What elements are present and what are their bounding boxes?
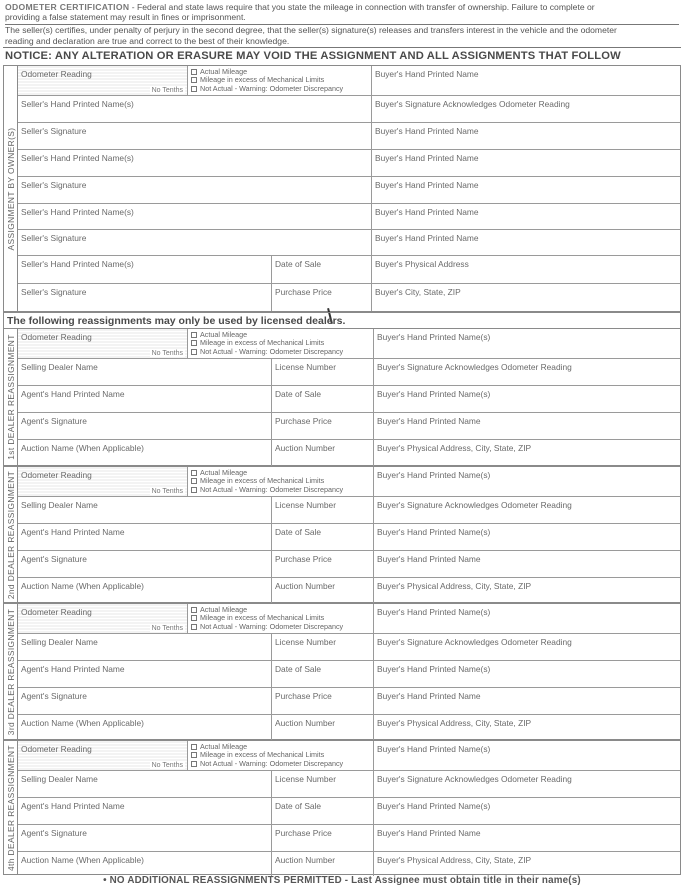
license-number-field[interactable]: License Number	[272, 359, 374, 386]
auction-number-field[interactable]: Auction Number	[272, 715, 374, 741]
agent-name-field[interactable]: Agent's Hand Printed Name	[18, 661, 272, 688]
buyer-name-field[interactable]: Buyer's Hand Printed Name	[372, 177, 680, 204]
agent-name-field[interactable]: Agent's Hand Printed Name	[18, 524, 272, 551]
dealer-banner-row	[3, 312, 681, 328]
not-actual-checkbox[interactable]	[191, 86, 197, 92]
buyer-signature-field[interactable]: Buyer's Signature Acknowledges Odometer Reading	[374, 497, 680, 524]
certification-text	[3, 2, 681, 46]
buyer-names-field[interactable]: Buyer's Hand Printed Name(s)	[374, 329, 680, 359]
selling-dealer-field[interactable]: Selling Dealer Name	[18, 497, 272, 524]
excess-mileage-checkbox[interactable]	[191, 615, 197, 621]
date-of-sale-field[interactable]: Date of Sale	[272, 386, 374, 413]
no-tenths-label: No Tenths	[151, 488, 183, 495]
excess-mileage-checkbox[interactable]	[191, 478, 197, 484]
odometer-reading-field[interactable]: Odometer Reading No Tenths	[18, 467, 188, 497]
license-number-field[interactable]: License Number	[272, 634, 374, 661]
agent-signature-field[interactable]: Agent's Signature	[18, 551, 272, 578]
dealer-side-label: 2nd DEALER REASSIGNMENT	[4, 467, 18, 602]
footer-notice: • NO ADDITIONAL REASSIGNMENTS PERMITTED - Last Assignee must obtain title in their name(s)	[103, 875, 581, 886]
auction-name-field[interactable]: Auction Name (When Applicable)	[18, 578, 272, 604]
odometer-options: Actual Mileage Mileage in excess of Mechanical Limits Not Actual - Warning: Odometer Discrepancy	[188, 604, 374, 634]
odometer-reading-field[interactable]: Odometer Reading No Tenths	[18, 329, 188, 359]
agent-signature-field[interactable]: Agent's Signature	[18, 825, 272, 852]
date-of-sale-field[interactable]: Date of Sale	[272, 256, 372, 284]
odometer-options: Actual Mileage Mileage in excess of Mechanical Limits Not Actual - Warning: Odometer Discrepancy	[188, 741, 374, 771]
seller-signature-field[interactable]: Seller's Signature	[18, 123, 372, 150]
purchase-price-field[interactable]: Purchase Price	[272, 825, 374, 852]
dealer-side-label: 3rd DEALER REASSIGNMENT	[4, 604, 18, 739]
agent-name-field[interactable]: Agent's Hand Printed Name	[18, 798, 272, 825]
dealer-reassignment-3	[3, 603, 681, 740]
seller-signature-field[interactable]: Seller's Signature	[18, 230, 372, 256]
not-actual-checkbox[interactable]	[191, 349, 197, 355]
license-number-field[interactable]: License Number	[272, 497, 374, 524]
date-of-sale-field[interactable]: Date of Sale	[272, 524, 374, 551]
certification-line-3: The seller(s) certifies, under penalty of perjury in the second degree, that the seller(s) signature(s) releases and transfers interest in the vehicle and the odometer	[5, 25, 617, 36]
seller-signature-field[interactable]: Seller's Signature	[18, 284, 272, 311]
selling-dealer-field[interactable]: Selling Dealer Name	[18, 771, 272, 798]
buyer-name-field[interactable]: Buyer's Hand Printed Name	[374, 551, 680, 578]
buyer-names-field[interactable]: Buyer's Hand Printed Name(s)	[374, 798, 680, 825]
buyer-address-field[interactable]: Buyer's Physical Address, City, State, ZIP	[377, 855, 532, 865]
date-of-sale-field[interactable]: Date of Sale	[272, 661, 374, 688]
notice-banner: NOTICE: ANY ALTERATION OR ERASURE MAY VOID THE ASSIGNMENT AND ALL ASSIGNMENTS THAT FOLLOW	[5, 49, 621, 62]
dealer-side-label: 4th DEALER REASSIGNMENT	[4, 741, 18, 874]
not-actual-checkbox[interactable]	[191, 624, 197, 630]
actual-mileage-checkbox[interactable]	[191, 744, 197, 750]
auction-number-field[interactable]: Auction Number	[272, 440, 374, 467]
odometer-reading-field[interactable]: Odometer Reading No Tenths	[18, 741, 188, 771]
buyer-names-field[interactable]: Buyer's Hand Printed Name(s)	[374, 524, 680, 551]
buyer-name-field[interactable]: Buyer's Hand Printed Name	[372, 150, 680, 177]
actual-mileage-checkbox[interactable]	[191, 69, 197, 75]
buyer-signature-field[interactable]: Buyer's Signature Acknowledges Odometer Reading	[374, 771, 680, 798]
auction-name-field[interactable]: Auction Name (When Applicable)	[18, 852, 272, 876]
buyer-address-field[interactable]: Buyer's Physical Address, City, State, ZIP	[377, 718, 532, 728]
dealer-banner: The following reassignments may only be used by licensed dealers.	[7, 315, 346, 327]
purchase-price-field[interactable]: Purchase Price	[272, 688, 374, 715]
buyer-signature-field[interactable]: Buyer's Signature Acknowledges Odometer Reading	[374, 359, 680, 386]
owner-assignment-section	[3, 65, 681, 312]
buyer-signature-field[interactable]: Buyer's Signature Acknowledges Odometer Reading	[372, 96, 680, 123]
license-number-field[interactable]: License Number	[272, 771, 374, 798]
excess-mileage-checkbox[interactable]	[191, 340, 197, 346]
odometer-options: Actual Mileage Mileage in excess of Mechanical Limits Not Actual - Warning: Odometer Discrepancy	[188, 467, 374, 497]
dealer-reassignment-2	[3, 466, 681, 603]
buyer-names-field[interactable]: Buyer's Hand Printed Name(s)	[374, 467, 680, 497]
buyer-name-field[interactable]: Buyer's Hand Printed Name	[372, 204, 680, 230]
not-actual-checkbox[interactable]	[191, 487, 197, 493]
seller-name-field[interactable]: Seller's Hand Printed Name(s)	[18, 256, 272, 284]
purchase-price-field[interactable]: Purchase Price	[272, 551, 374, 578]
buyer-address-field[interactable]: Buyer's Physical Address	[372, 256, 680, 284]
buyer-address-field[interactable]: Buyer's Physical Address, City, State, ZIP	[377, 581, 532, 591]
buyer-name-field[interactable]: Buyer's Hand Printed Name	[374, 413, 680, 440]
certification-line-1: - Federal and state laws require that you state the mileage in connection with transfer of ownership. Failure to complete or	[131, 2, 595, 12]
no-tenths-label: No Tenths	[151, 762, 183, 769]
seller-name-field[interactable]: Seller's Hand Printed Name(s)	[18, 96, 372, 123]
not-actual-checkbox[interactable]	[191, 761, 197, 767]
actual-mileage-checkbox[interactable]	[191, 332, 197, 338]
excess-mileage-checkbox[interactable]	[191, 77, 197, 83]
odometer-reading-field[interactable]: Odometer Reading No Tenths	[18, 604, 188, 634]
buyer-name-field[interactable]: Buyer's Hand Printed Name	[374, 688, 680, 715]
agent-signature-field[interactable]: Agent's Signature	[18, 688, 272, 715]
no-tenths-label: No Tenths	[151, 350, 183, 357]
selling-dealer-field[interactable]: Selling Dealer Name	[18, 359, 272, 386]
odometer-certification-form	[3, 2, 681, 890]
buyer-address-field[interactable]: Buyer's Physical Address, City, State, ZIP	[377, 443, 532, 453]
certification-line-2: providing a false statement may result in fines or imprisonment.	[5, 12, 246, 23]
actual-mileage-checkbox[interactable]	[191, 607, 197, 613]
dealer-reassignment-4	[3, 740, 681, 875]
buyer-names-field[interactable]: Buyer's Hand Printed Name(s)	[374, 741, 680, 771]
auction-name-field[interactable]: Auction Name (When Applicable)	[18, 715, 272, 741]
buyer-name-field[interactable]: Buyer's Hand Printed Name	[372, 66, 680, 96]
buyer-name-field[interactable]: Buyer's Hand Printed Name	[372, 230, 680, 256]
owner-side-label: ASSIGNMENT BY OWNER(S)	[4, 66, 18, 311]
buyer-names-field[interactable]: Buyer's Hand Printed Name(s)	[374, 604, 680, 634]
excess-mileage-checkbox[interactable]	[191, 752, 197, 758]
odometer-options: Actual Mileage Mileage in excess of Mechanical Limits Not Actual - Warning: Odometer Discrepancy	[188, 66, 372, 96]
auction-number-field[interactable]: Auction Number	[272, 852, 374, 876]
seller-name-field[interactable]: Seller's Hand Printed Name(s)	[18, 150, 372, 177]
dealer-reassignment-1	[3, 328, 681, 466]
purchase-price-field[interactable]: Purchase Price	[272, 413, 374, 440]
buyer-names-field[interactable]: Buyer's Hand Printed Name(s)	[374, 661, 680, 688]
dealer-side-label: 1st DEALER REASSIGNMENT	[4, 329, 18, 465]
odometer-options: Actual Mileage Mileage in excess of Mechanical Limits Not Actual - Warning: Odometer Discrepancy	[188, 329, 374, 359]
selling-dealer-field[interactable]: Selling Dealer Name	[18, 634, 272, 661]
buyer-city-field[interactable]: Buyer's City, State, ZIP	[375, 287, 461, 297]
agent-name-field[interactable]: Agent's Hand Printed Name	[18, 386, 272, 413]
auction-number-field[interactable]: Auction Number	[272, 578, 374, 604]
purchase-price-field[interactable]: Purchase Price	[272, 284, 372, 311]
buyer-names-field[interactable]: Buyer's Hand Printed Name(s)	[374, 386, 680, 413]
buyer-name-field[interactable]: Buyer's Hand Printed Name	[374, 825, 680, 852]
odometer-reading-field[interactable]	[18, 66, 188, 96]
no-tenths-label: No Tenths	[151, 87, 183, 94]
agent-signature-field[interactable]: Agent's Signature	[18, 413, 272, 440]
no-tenths-label: No Tenths	[151, 625, 183, 632]
date-of-sale-field[interactable]: Date of Sale	[272, 798, 374, 825]
certification-title: ODOMETER CERTIFICATION	[5, 2, 130, 12]
certification-line-4: reading and declaration are true and correct to the best of their knowledge.	[5, 35, 290, 46]
auction-name-field[interactable]: Auction Name (When Applicable)	[18, 440, 272, 467]
seller-signature-field[interactable]: Seller's Signature	[18, 177, 372, 204]
buyer-signature-field[interactable]: Buyer's Signature Acknowledges Odometer Reading	[374, 634, 680, 661]
seller-name-field[interactable]: Seller's Hand Printed Name(s)	[18, 204, 372, 230]
actual-mileage-checkbox[interactable]	[191, 470, 197, 476]
odometer-label: Odometer Reading	[21, 69, 92, 79]
buyer-name-field[interactable]: Buyer's Hand Printed Name	[372, 123, 680, 150]
